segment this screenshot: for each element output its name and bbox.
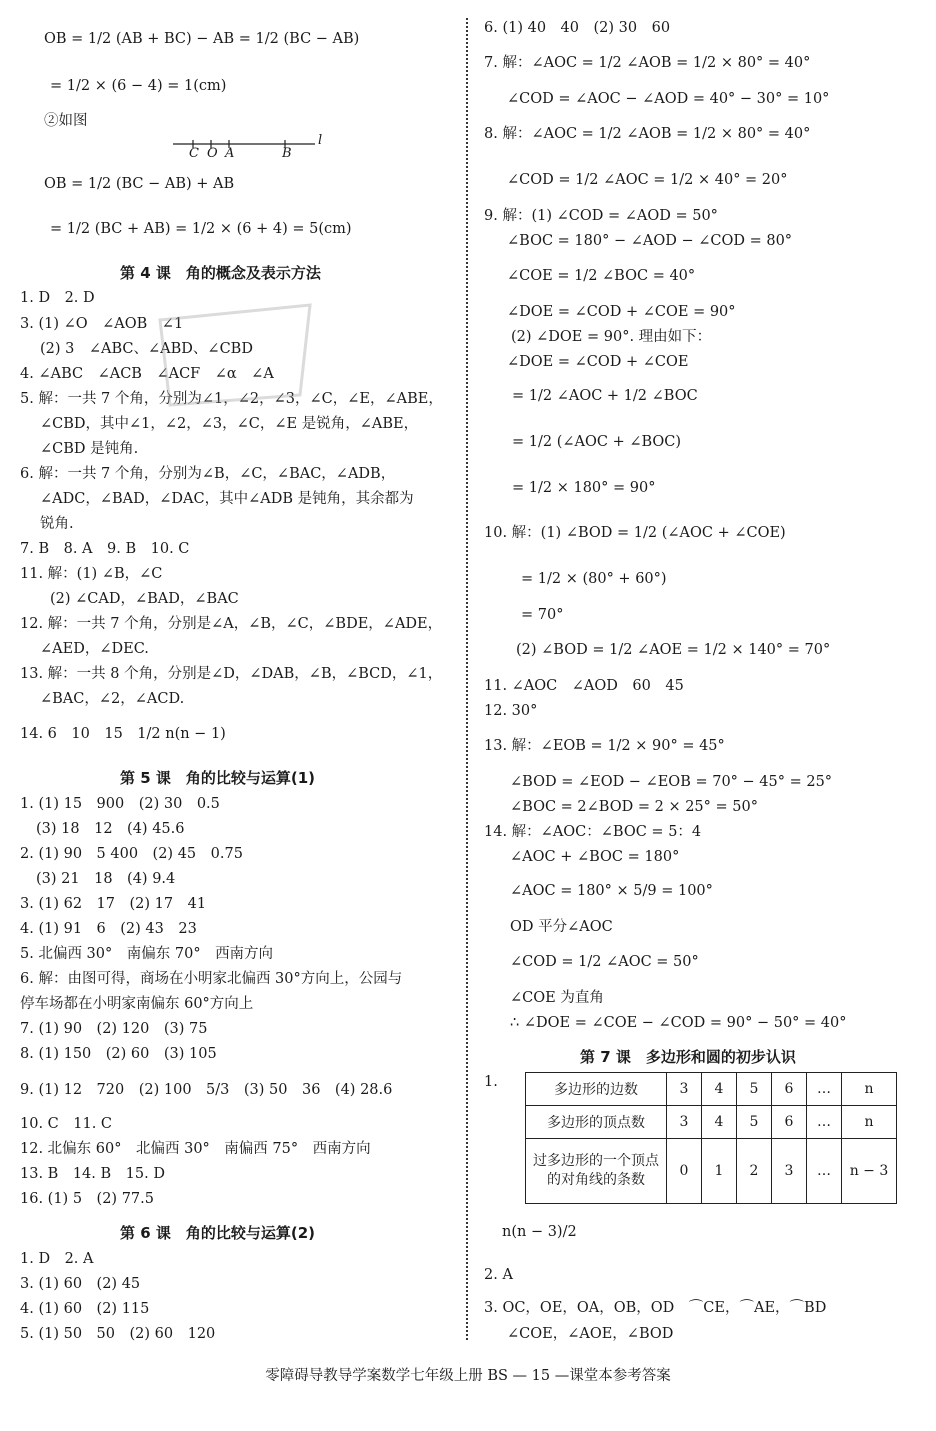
answer-line: ∠COE，∠AOE，∠BOD [507, 1326, 674, 1342]
answer-line: 停车场都在小明家南偏东 60°方向上 [20, 996, 254, 1012]
answer-line: 1. D 2. D [20, 290, 95, 306]
table-cell: 3 [772, 1139, 807, 1204]
answer-line: 13. 解：一共 8 个角，分别是∠D，∠DAB，∠B，∠BCD，∠1， [20, 666, 443, 682]
answer-line: ∠ADC，∠BAD，∠DAC，其中∠ADB 是钝角，其余都为 [40, 491, 414, 507]
answer-line: (2) ∠DOE = 90°. 理由如下： [511, 329, 712, 345]
answer-line: 8. (1) 150 (2) 60 (3) 105 [20, 1046, 217, 1062]
table-cell: 6 [772, 1073, 807, 1106]
answer-line: 13. 解：∠EOB = 1/2 × 90° = 45° [484, 738, 725, 754]
segment-label-a: A [225, 146, 235, 161]
page-footer: 零障碍导教导学案数学七年级上册 BS — 15 —课堂本参考答案 [265, 1368, 671, 1384]
lesson-heading: 第 4 课 角的概念及表示方法 [120, 264, 321, 282]
answer-line: = 1/2 (BC + AB) = 1/2 × (6 + 4) = 5(cm) [50, 221, 352, 237]
table-cell: 5 [737, 1106, 772, 1139]
table-cell: … [807, 1073, 842, 1106]
lesson-heading: 第 7 课 多边形和圆的初步认识 [580, 1048, 796, 1066]
polygon-table [525, 1072, 897, 1204]
answer-line: 8. 解：∠AOC = 1/2 ∠AOB = 1/2 × 80° = 40° [484, 126, 811, 142]
answer-line: 6. 解：一共 7 个角，分别为∠B，∠C，∠BAC，∠ADB， [20, 466, 396, 482]
answer-line: ∠CBD，其中∠1，∠2，∠3，∠C，∠E 是锐角，∠ABE， [40, 416, 419, 432]
answer-line: 11. ∠AOC ∠AOD 60 45 [484, 678, 684, 694]
answer-line: 16. (1) 5 (2) 77.5 [20, 1191, 154, 1207]
answer-line: OD 平分∠AOC [510, 919, 613, 935]
answer-line: ∠DOE = ∠COD + ∠COE = 90° [507, 304, 736, 320]
answer-line: 6. 解：由图可得，商场在小明家北偏西 30°方向上，公园与 [20, 971, 403, 987]
answer-line: 12. 北偏东 60° 北偏西 30° 南偏西 75° 西南方向 [20, 1141, 371, 1157]
row-header: 多边形的边数 [526, 1073, 667, 1106]
table-cell: n − 3 [842, 1139, 897, 1204]
answer-line: ∠COE = 1/2 ∠BOC = 40° [507, 268, 696, 284]
answer-line: = 70° [521, 607, 564, 623]
answer-line: 2. A [484, 1267, 513, 1283]
table-cell: 4 [702, 1073, 737, 1106]
table-cell: n [842, 1073, 897, 1106]
table-cell: 0 [667, 1139, 702, 1204]
segment-label-o: O [207, 146, 218, 161]
answer-line: 9. 解：(1) ∠COD = ∠AOD = 50° [484, 208, 718, 224]
answer-line: 5. 解：一共 7 个角，分别为∠1，∠2，∠3，∠C，∠E，∠ABE， [20, 391, 443, 407]
answer-line: 3. (1) ∠O ∠AOB ∠1 [20, 316, 184, 332]
answer-line: (2) ∠CAD，∠BAD，∠BAC [50, 591, 239, 607]
answer-line: 1. (1) 15 900 (2) 30 0.5 [20, 796, 220, 812]
answer-line: (3) 21 18 (4) 9.4 [36, 871, 176, 887]
answer-line: 7. B 8. A 9. B 10. C [20, 541, 190, 557]
table-cell: … [807, 1106, 842, 1139]
table-cell: 5 [737, 1073, 772, 1106]
answer-line: = 1/2 × (6 − 4) = 1(cm) [50, 78, 227, 94]
answer-line: 9. (1) 12 720 (2) 100 5/3 (3) 50 36 (4) 28.6 [20, 1082, 393, 1098]
answer-line: = 1/2 (∠AOC + ∠BOC) [512, 434, 682, 450]
answer-line: 11. 解：(1) ∠B，∠C [20, 566, 163, 582]
answer-line: (3) 18 12 (4) 45.6 [36, 821, 185, 837]
answer-line: 14. 解：∠AOC：∠BOC = 5：4 [484, 824, 702, 840]
answer-line: ∠BOC = 180° − ∠AOD − ∠COD = 80° [507, 233, 793, 249]
answer-line: 5. (1) 50 50 (2) 60 120 [20, 1326, 216, 1342]
row-header: 过多边形的一个顶点的对角线的条数 [526, 1139, 667, 1204]
answer-line: OB = 1/2 (BC − AB) + AB [44, 176, 235, 192]
lesson-heading: 第 5 课 角的比较与运算(1) [120, 769, 316, 787]
answer-line: ∠COE 为直角 [510, 990, 604, 1006]
table-cell: … [807, 1139, 842, 1204]
answer-line: 5. 北偏西 30° 南偏东 70° 西南方向 [20, 946, 274, 962]
answer-line: ∠COD = ∠AOC − ∠AOD = 40° − 30° = 10° [507, 91, 830, 107]
answer-line: = 1/2 × (80° + 60°) [521, 571, 667, 587]
table-cell: 6 [772, 1106, 807, 1139]
answer-line: 10. C 11. C [20, 1116, 113, 1132]
answer-line: 3. (1) 62 17 (2) 17 41 [20, 896, 207, 912]
answer-line: 6. (1) 40 40 (2) 30 60 [484, 20, 671, 36]
answer-line: 13. B 14. B 15. D [20, 1166, 165, 1182]
answer-line: 3. (1) 60 (2) 45 [20, 1276, 141, 1292]
answer-line: 12. 30° [484, 703, 538, 719]
watermark-stamp [150, 300, 320, 410]
answer-line: ∠COD = 1/2 ∠AOC = 1/2 × 40° = 20° [507, 172, 788, 188]
answer-line: 3. OC，OE，OA，OB，OD ⌒CE，⌒AE，⌒BD [484, 1300, 827, 1316]
table-row [526, 1073, 897, 1106]
answer-line: 2. (1) 90 5 400 (2) 45 0.75 [20, 846, 243, 862]
answer-line: ∠DOE = ∠COD + ∠COE [507, 354, 689, 370]
answer-line: ∠BAC，∠2，∠ACD. [40, 691, 185, 707]
answer-line: 10. 解：(1) ∠BOD = 1/2 (∠AOC + ∠COE) [484, 525, 786, 541]
segment-label-b: B [282, 146, 292, 161]
answer-line: 14. 6 10 15 1/2 n(n − 1) [20, 726, 226, 742]
answer-line: 7. (1) 90 (2) 120 (3) 75 [20, 1021, 208, 1037]
answer-line: n(n − 3)/2 [502, 1224, 577, 1240]
answer-line: 1. [484, 1074, 498, 1090]
answer-line: 4. (1) 91 6 (2) 43 23 [20, 921, 197, 937]
table-cell: 3 [667, 1073, 702, 1106]
segment-label-c: C [189, 146, 199, 161]
column-divider [466, 18, 468, 1340]
row-header: 多边形的顶点数 [526, 1106, 667, 1139]
answer-line: 1. D 2. A [20, 1251, 94, 1267]
answer-line: 锐角. [40, 516, 74, 532]
answer-line: OB = 1/2 (AB + BC) − AB = 1/2 (BC − AB) [44, 31, 360, 47]
answer-line: ∠COD = 1/2 ∠AOC = 50° [510, 954, 699, 970]
answer-line: ∠BOC = 2∠BOD = 2 × 25° = 50° [510, 799, 758, 815]
table-row [526, 1139, 897, 1204]
table-cell: n [842, 1106, 897, 1139]
table-row [526, 1106, 897, 1139]
answer-line: 7. 解：∠AOC = 1/2 ∠AOB = 1/2 × 80° = 40° [484, 55, 811, 71]
answer-line: (2) 3 ∠ABC、∠ABD、∠CBD [40, 341, 253, 357]
segment-label-l: l [318, 133, 323, 148]
answer-line: 12. 解：一共 7 个角，分别是∠A，∠B，∠C，∠BDE，∠ADE， [20, 616, 443, 632]
answer-line: ∠CBD 是钝角. [40, 441, 139, 457]
answer-line: ∠BOD = ∠EOD − ∠EOB = 70° − 45° = 25° [510, 774, 833, 790]
table-cell: 2 [737, 1139, 772, 1204]
answer-line: ∠AED，∠DEC. [40, 641, 149, 657]
answer-line: ∴ ∠DOE = ∠COE − ∠COD = 90° − 50° = 40° [510, 1015, 847, 1031]
answer-line: = 1/2 ∠AOC + 1/2 ∠BOC [512, 388, 698, 404]
answer-line: ∠AOC = 180° × 5/9 = 100° [510, 883, 713, 899]
answer-line: 4. (1) 60 (2) 115 [20, 1301, 150, 1317]
answer-line: (2) ∠BOD = 1/2 ∠AOE = 1/2 × 140° = 70° [516, 642, 831, 658]
table-cell: 1 [702, 1139, 737, 1204]
answer-line: ∠AOC + ∠BOC = 180° [510, 849, 680, 865]
answer-line: 4. ∠ABC ∠ACB ∠ACF ∠α ∠A [20, 366, 274, 382]
table-cell: 3 [667, 1106, 702, 1139]
answer-line: ②如图 [44, 113, 88, 129]
answer-line: = 1/2 × 180° = 90° [512, 480, 656, 496]
table-cell: 4 [702, 1106, 737, 1139]
lesson-heading: 第 6 课 角的比较与运算(2) [120, 1224, 316, 1242]
